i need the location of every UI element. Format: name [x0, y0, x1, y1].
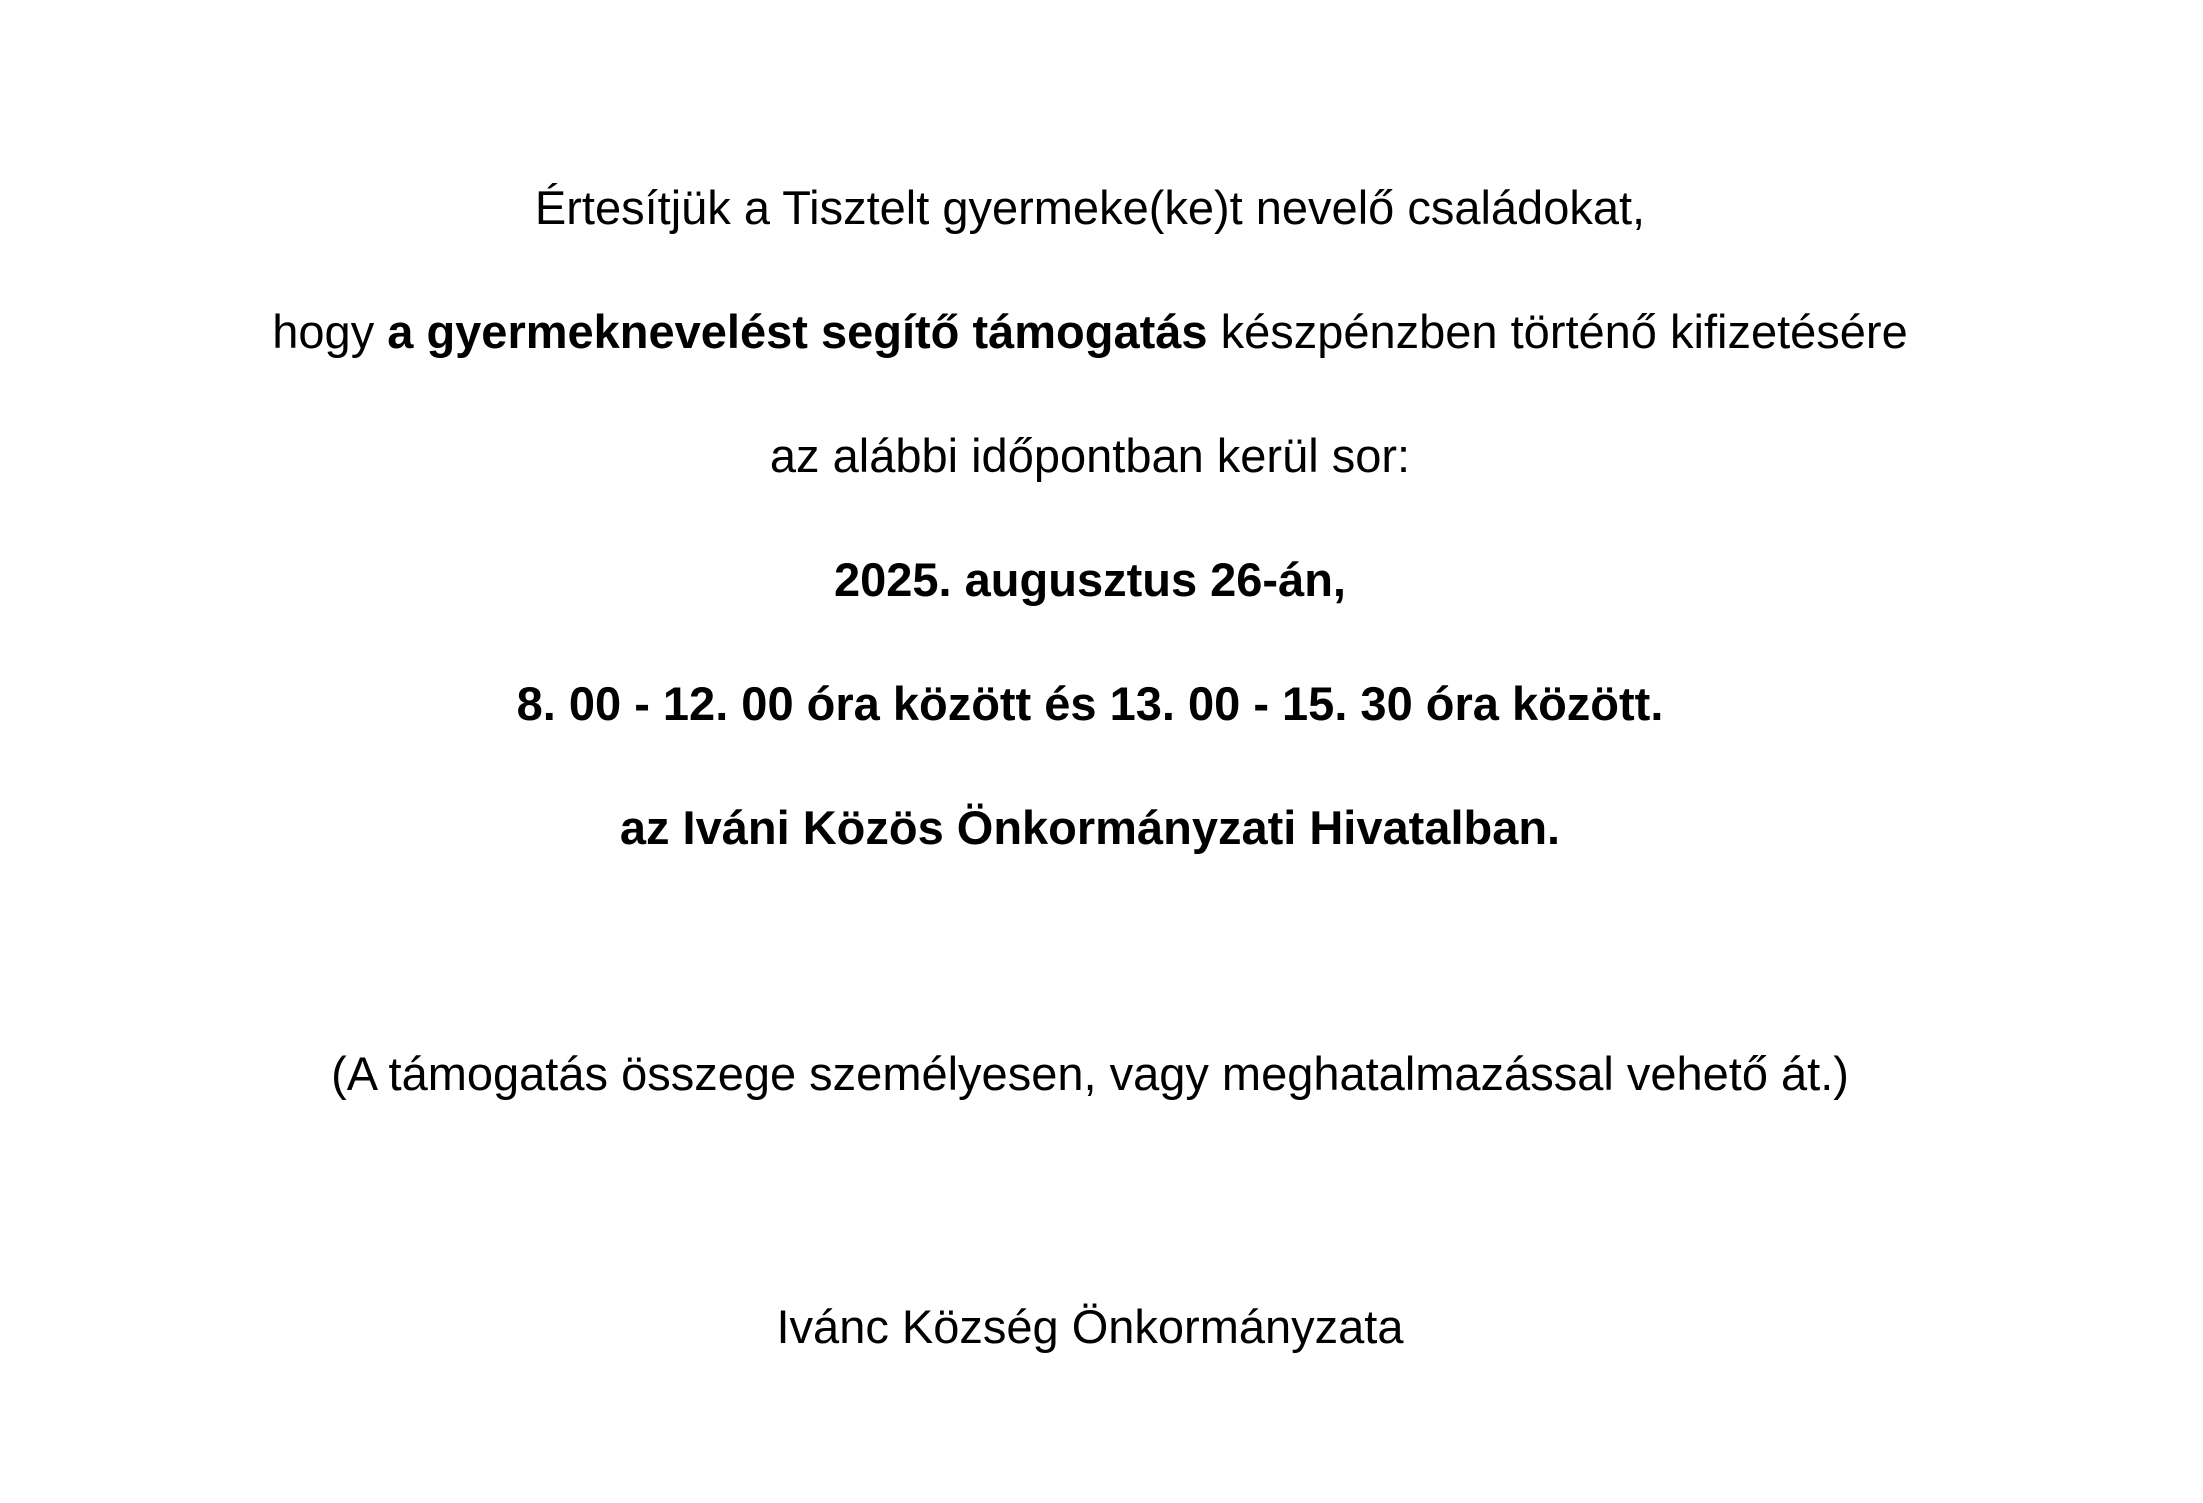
- payment-location: az Iváni Közös Önkormányzati Hivatalban.: [619, 801, 1561, 854]
- payment-date: 2025. augusztus 26-án,: [834, 553, 1346, 606]
- payment-hours: 8. 00 - 12. 00 óra között és 13. 00 - 15. 30 óra között.: [516, 677, 1664, 730]
- schedule-intro-line: az alábbi időpontban kerül sor:: [769, 429, 1411, 482]
- purpose-line: [0, 302, 2180, 362]
- purpose-prefix: hogy: [272, 305, 388, 358]
- signature: Ivánc Község Önkormányzata: [776, 1300, 1404, 1353]
- purpose-suffix: készpénzben történő kifizetésére: [1207, 305, 1908, 358]
- support-name: a gyermeknevelést segítő támogatás: [387, 305, 1208, 358]
- collection-note: (A támogatás összege személyesen, vagy meghatalmazással vehető át.): [331, 1047, 1849, 1100]
- intro-line: Értesítjük a Tisztelt gyermeke(ke)t nevelő családokat,: [534, 181, 1646, 234]
